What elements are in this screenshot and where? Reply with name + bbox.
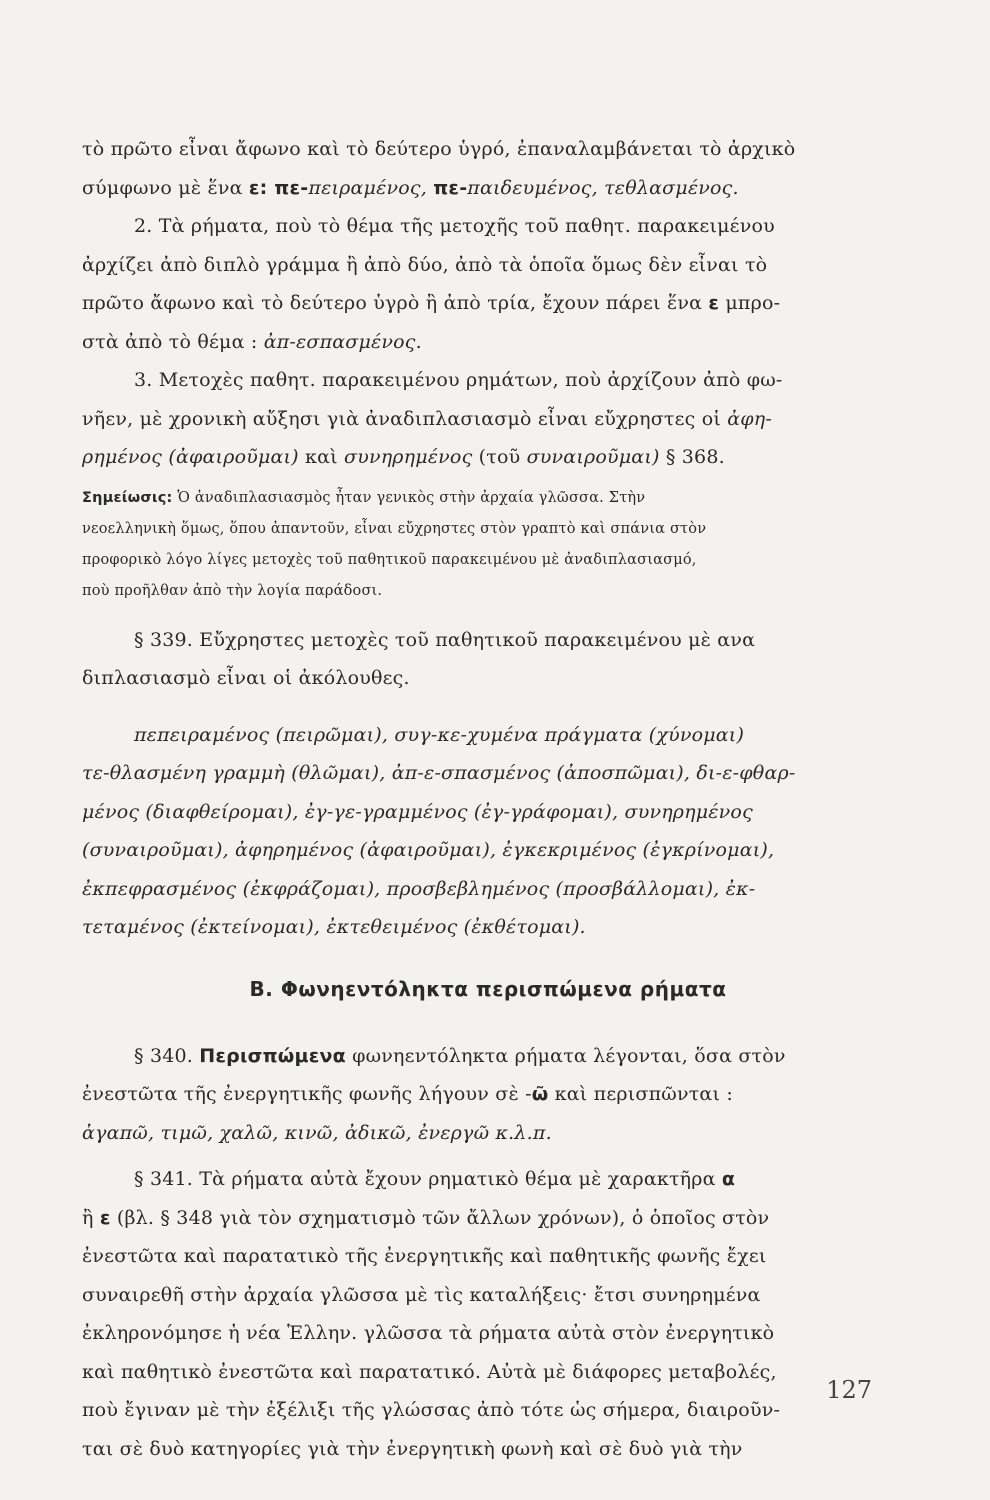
italic-run: ἀπ-εσπασμένος.: [263, 330, 422, 353]
text-run: στὰ ἀπὸ τὸ θέμα :: [82, 330, 264, 353]
text-run: § 341. Τὰ ρήματα αὐτὰ ἔχουν ρηματικὸ θέμα μὲ χαρακτῆρα: [134, 1168, 722, 1190]
paragraph-1: [82, 130, 894, 207]
text-line: ἐκληρονόμησε ἡ νέα Ἑλλην. γλῶσσα τὰ ρήματα αὐτὰ στὸν ἐνεργητικὸ: [82, 1322, 775, 1344]
italic-run: πειραμένος,: [308, 176, 434, 199]
bold-run: ε: [708, 292, 720, 314]
text-line: ται σὲ δυὸ κατηγορίες γιὰ τὴν ἐνεργητικὴ φωνὴ καὶ σὲ δυὸ γιὰ τὴν: [82, 1437, 743, 1460]
text-line: τε-θλασμένη γραμμὴ (θλῶμαι), ἀπ-ε-σπασμένος (ἀποσπῶμαι), δι-ε-φθαρ-: [82, 762, 796, 784]
paragraph-2: [82, 207, 894, 361]
examples-list: [82, 716, 894, 947]
text-line: διπλασιασμὸ εἶναι οἱ ἀκόλουθες.: [82, 667, 410, 689]
bold-run: ῶ: [531, 1083, 549, 1105]
text-run: ἢ: [82, 1206, 100, 1229]
text-line: τεταμένος (ἐκτείνομαι), ἐκτεθειμένος (ἐκθέτομαι).: [82, 916, 586, 938]
italic-run: συναιροῦμαι): [526, 446, 660, 468]
text-line: [82, 483, 894, 514]
text-line: 2. Τὰ ρήματα, ποὺ τὸ θέμα τῆς μετοχῆς τοῦ παθητ. παρακειμένου: [134, 215, 775, 237]
text-line: § 339. Εὔχρηστες μετοχὲς τοῦ παθητικοῦ παρακειμένου μὲ ανα: [134, 628, 756, 651]
text-line: 3. Μετοχὲς παθητ. παρακειμένου ρημάτων, ποὺ ἀρχίζουν ἀπὸ φω-: [134, 369, 783, 391]
text-line: [82, 1160, 894, 1199]
note-block: [82, 483, 894, 607]
text-run: (τοῦ: [472, 446, 527, 468]
text-run: φωνηεντόληκτα ρήματα λέγονται, ὅσα στὸν: [345, 1044, 786, 1067]
italic-run: ρημένος (ἀφαιροῦμαι): [82, 446, 299, 468]
text-line: προφορικὸ λόγο λίγες μετοχὲς τοῦ παθητικοῦ παρακειμένου μὲ ἀναδιπλασιασμό,: [82, 551, 697, 568]
text-line: [82, 284, 894, 323]
text-line: ἐκπεφρασμένος (ἐκφράζομαι), προσβεβλημένος (προσβάλλομαι), ἐκ-: [82, 877, 756, 900]
italic-run: συνηρημένος: [344, 446, 473, 468]
text-line: συναιρεθῆ στὴν ἀρχαία γλῶσσα μὲ τὶς καταλήξεις· ἔτσι συνηρημένα: [82, 1283, 761, 1306]
bold-run: πε-: [433, 176, 468, 199]
text-line: πεπειραμένος (πειρῶμαι), συγ-κε-χυμένα πράγματα (χύνομαι): [134, 723, 745, 746]
text-line: τὸ πρῶτο εἶναι ἄφωνο καὶ τὸ δεύτερο ὑγρό, ἐπαναλαμβάνεται τὸ ἀρχικὸ: [82, 138, 796, 160]
section-341: [82, 1160, 894, 1468]
text-line: ἐνεστῶτα καὶ παρατατικὸ τῆς ἐνεργητικῆς καὶ παθητικῆς φωνῆς ἔχει: [82, 1245, 767, 1267]
text-line: [82, 400, 894, 439]
text-line: καὶ παθητικὸ ἐνεστῶτα καὶ παρατατικό. Αὐτὰ μὲ διάφορες μεταβολές,: [82, 1360, 777, 1383]
bold-run: Περισπώμενα: [199, 1044, 346, 1067]
text-run: ἐνεστῶτα τῆς ἐνεργητικῆς φωνῆς λήγουν σὲ -: [82, 1083, 532, 1105]
note-label: Σημείωσις:: [82, 489, 173, 506]
page-body: [82, 130, 894, 1468]
text-run: σύμφωνο μὲ ἕνα: [82, 176, 249, 199]
text-run: (βλ. § 348 γιὰ τὸν σχηματισμὸ τῶν ἄλλων χρόνων), ὁ ὁποῖος στὸν: [110, 1206, 770, 1229]
text-run: § 368.: [659, 446, 725, 468]
text-line: ἀγαπῶ, τιμῶ, χαλῶ, κινῶ, ἀδικῶ, ἐνεργῶ κ.λ.π.: [82, 1121, 552, 1144]
text-run: νῆεν, μὲ χρονικὴ αὔξησι γιὰ ἀναδιπλασιασμὸ εἶναι εὔχρηστες οἱ: [82, 407, 728, 430]
section-340: [82, 1037, 894, 1153]
bold-run: α: [721, 1168, 736, 1190]
text-line: [82, 1199, 894, 1238]
text-line: μένος (διαφθείρομαι), ἐγ-γε-γραμμένος (ἐγ-γράφομαι), συνηρημένος: [82, 800, 753, 823]
italic-run: παιδευμένος, τεθλασμένος.: [467, 176, 739, 199]
text-line: ἀρχίζει ἀπὸ διπλὸ γράμμα ἢ ἀπὸ δύο, ἀπὸ τὰ ὁποῖα ὅμως δὲν εἶναι τὸ: [82, 253, 768, 276]
text-run: μπρο-: [719, 292, 781, 314]
text-line: [82, 1037, 894, 1076]
text-line: ποὺ προῆλθαν ἀπὸ τὴν λογία παράδοσι.: [82, 582, 383, 599]
text-run: Ὁ ἀναδιπλασιασμὸς ἦταν γενικὸς στὴν ἀρχαία γλῶσσα. Στὴν: [172, 489, 646, 506]
section-339: [82, 621, 894, 698]
text-line: [82, 438, 894, 477]
text-line: [82, 323, 894, 362]
italic-run: ἀφη-: [727, 407, 772, 430]
paragraph-3: [82, 361, 894, 477]
text-line: [82, 169, 894, 208]
bold-run: ε: [99, 1206, 111, 1229]
text-line: νεοελληνικὴ ὅμως, ὅπου ἀπαντοῦν, εἶναι εὔχρηστες στὸν γραπτὸ καὶ σπάνια στὸν: [82, 520, 707, 537]
text-run: καὶ περισπῶνται :: [548, 1083, 733, 1105]
text-line: (συναιροῦμαι), ἀφηρημένος (ἀφαιροῦμαι), ἐγκεκριμένος (ἐγκρίνομαι),: [82, 839, 775, 861]
section-heading: Β. Φωνηεντόληκτα περισπώμενα ρήματα: [249, 976, 727, 1001]
text-line: [82, 1075, 894, 1114]
text-run: καὶ: [298, 446, 345, 468]
bold-run: ε: πε-: [248, 176, 309, 199]
page-number: 127: [826, 1376, 872, 1404]
text-run: πρῶτο ἄφωνο καὶ τὸ δεύτερο ὑγρὸ ἢ ἀπὸ τρία, ἔχουν πάρει ἕνα: [82, 292, 709, 314]
text-line: ποὺ ἔγιναν μὲ τὴν ἐξέλιξι τῆς γλώσσας ἀπὸ τότε ὡς σήμερα, διαιροῦν-: [82, 1399, 781, 1421]
text-run: § 340.: [134, 1044, 200, 1067]
